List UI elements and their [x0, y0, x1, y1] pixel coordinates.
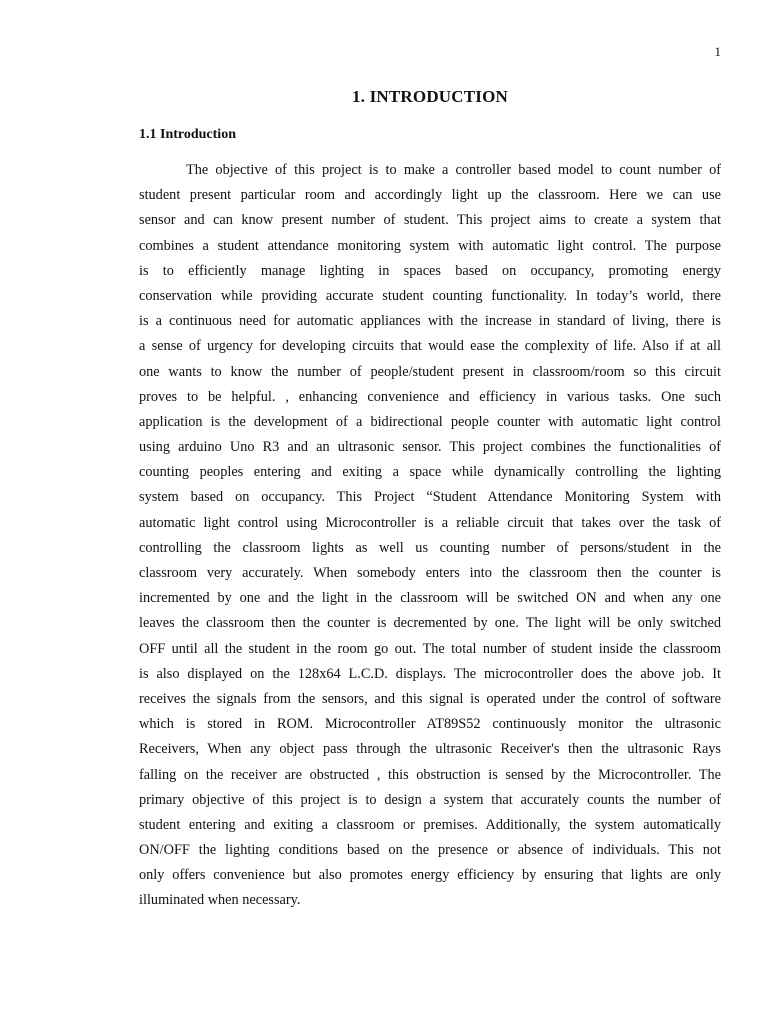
paragraph-line: counting peoples entering and exiting a space while dynamically controlling the lighting: [139, 464, 721, 481]
section-heading: 1.1 Introduction: [139, 127, 236, 142]
paragraph-line: student present particular room and accordingly light up the classroom. Here we can use: [139, 187, 721, 204]
paragraph-line: primary objective of this project is to design a system that accurately counts the number of: [139, 791, 721, 808]
paragraph-line: system based on occupancy. This Project “Student Attendance Monitoring System with: [139, 489, 721, 506]
paragraph-line: controlling the classroom lights as well us counting number of persons/student in the: [139, 539, 721, 556]
paragraph-line: application is the development of a bidirectional people counter with automatic light control: [139, 413, 721, 430]
paragraph-line: proves to be helpful. , enhancing convenience and efficiency in various tasks. One such: [139, 388, 721, 405]
paragraph-line: illuminated when necessary.: [139, 892, 301, 909]
paragraph-line: combines a student attendance monitoring system with automatic light control. The purpose: [139, 237, 721, 254]
paragraph-line: ON/OFF the lighting conditions based on the presence or absence of individuals. This not: [139, 842, 721, 859]
paragraph-line: student entering and exiting a classroom or premises. Additionally, the system automatically: [139, 816, 721, 833]
paragraph-line: is to efficiently manage lighting in spaces based on occupancy, promoting energy: [139, 262, 721, 279]
paragraph-line: sensor and can know present number of student. This project aims to create a system that: [139, 212, 721, 229]
paragraph-line: falling on the receiver are obstructed , this obstruction is sensed by the Microcontroller. The: [139, 766, 721, 783]
paragraph-line: OFF until all the student in the room go out. The total number of student inside the classroom: [139, 640, 721, 657]
paragraph-line: a sense of urgency for developing circuits that would ease the complexity of life. Also if at all: [139, 338, 721, 355]
chapter-title: 1. INTRODUCTION: [351, 87, 509, 106]
paragraph-line: using arduino Uno R3 and an ultrasonic sensor. This project combines the functionalities of: [139, 439, 721, 456]
paragraph-line: The objective of this project is to make a controller based model to count number of: [186, 162, 721, 178]
paragraph-line: incremented by one and the light in the classroom will be switched ON and when any one: [139, 590, 721, 607]
page-number: 1: [714, 44, 721, 59]
paragraph-line: conservation while providing accurate student counting functionality. In today’s world, there: [139, 287, 721, 304]
paragraph-line: automatic light control using Microcontroller is a reliable circuit that takes over the task of: [139, 514, 721, 531]
paragraph-line: receives the signals from the sensors, and this signal is operated under the control of software: [139, 690, 721, 707]
paragraph-line: Receivers, When any object pass through the ultrasonic Receiver's then the ultrasonic Rays: [139, 741, 721, 758]
paragraph-line: is a continuous need for automatic appliances with the increase in standard of living, there is: [139, 313, 721, 330]
paragraph-line: classroom very accurately. When somebody enters into the classroom then the counter is: [139, 565, 721, 581]
paragraph-line: only offers convenience but also promotes energy efficiency by ensuring that lights are only: [139, 867, 721, 884]
paragraph-line: leaves the classroom then the counter is decremented by one. The light will be only switched: [139, 615, 721, 632]
paragraph-line: one wants to know the number of people/student present in classroom/room so this circuit: [139, 363, 721, 380]
introduction-paragraph: [139, 158, 721, 914]
paragraph-line: which is stored in ROM. Microcontroller AT89S52 continuously monitor the ultrasonic: [139, 716, 721, 733]
paragraph-line: is also displayed on the 128x64 L.C.D. displays. The microcontroller does the above job. It: [139, 665, 721, 682]
